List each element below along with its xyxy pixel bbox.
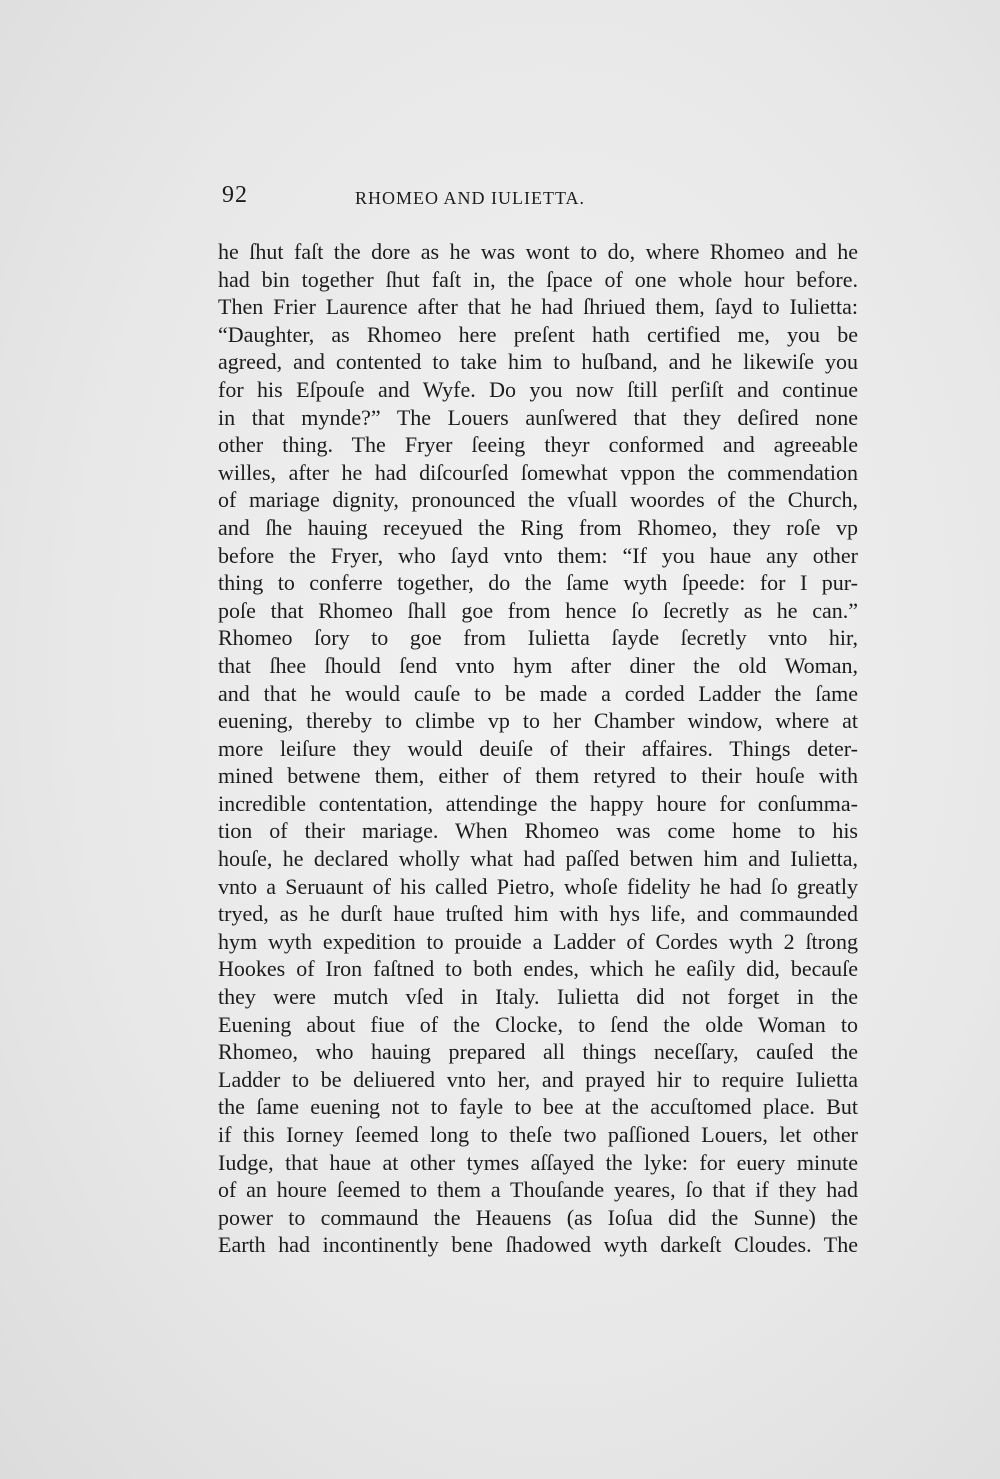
- text-line: vnto a Seruaunt of his called Pietro, whoſe fidelity he had ſo greatly: [218, 873, 858, 899]
- text-line: agreed, and contented to take him to huſband, and he likewiſe you: [218, 349, 858, 375]
- text-line: that ſhee ſhould ſend vnto hym after diner the old Woman,: [218, 652, 858, 678]
- text-line: had bin together ſhut faſt in, the ſpace of one whole hour before.: [218, 266, 858, 292]
- text-line: of an houre ſeemed to them a Thouſande yeares, ſo that if they had: [218, 1177, 858, 1203]
- text-line: euening, thereby to climbe vp to her Chamber window, where at: [218, 708, 858, 734]
- text-line: poſe that Rhomeo ſhall goe from hence ſo ſecretly as he can.”: [218, 597, 858, 623]
- body-text: [218, 238, 858, 1259]
- text-line: thing to conferre together, do the ſame wyth ſpeede: for I pur-: [218, 570, 858, 596]
- text-line: mined betwene them, either of them retyred to their houſe with: [218, 763, 858, 789]
- text-line: hym wyth expedition to prouide a Ladder of Cordes wyth 2 ſtrong: [218, 928, 858, 954]
- text-line: for his Eſpouſe and Wyfe. Do you now ſtill perſiſt and continue: [218, 376, 858, 402]
- text-line: Iudge, that haue at other tymes aſſayed the lyke: for euery minute: [218, 1149, 858, 1175]
- text-line: Rhomeo ſory to goe from Iulietta ſayde ſecretly vnto hir,: [218, 625, 858, 651]
- text-line: Euening about fiue of the Clocke, to ſend the olde Woman to: [218, 1011, 858, 1037]
- text-line: of mariage dignity, pronounced the vſuall woordes of the Church,: [218, 487, 858, 513]
- text-line: Hookes of Iron faſtned to both endes, which he eaſily did, becauſe: [218, 956, 858, 982]
- text-line: more leiſure they would deuiſe of their affaires. Things deter-: [218, 735, 858, 761]
- text-line: “Daughter, as Rhomeo here preſent hath certified me, you be: [218, 321, 858, 347]
- text-line: power to commaund the Heauens (as Ioſua did the Sunne) the: [218, 1204, 858, 1230]
- text-line: Ladder to be deliuered vnto her, and prayed hir to require Iulietta: [218, 1066, 858, 1092]
- running-title: RHOMEO AND IULIETTA.: [354, 188, 586, 208]
- text-line: willes, after he had diſcourſed ſomewhat vppon the commendation: [218, 459, 858, 485]
- text-line: in that mynde?” The Louers aunſwered that they deſired none: [218, 404, 858, 430]
- text-line: and ſhe hauing receyued the Ring from Rhomeo, they roſe vp: [218, 514, 858, 540]
- page-header: [222, 182, 668, 222]
- text-line: he ſhut faſt the dore as he was wont to do, where Rhomeo and he: [218, 239, 858, 264]
- text-line: the ſame euening not to fayle to bee at the accuſtomed place. But: [218, 1094, 858, 1120]
- text-line: Then Frier Laurence after that he had ſhriued them, ſayd to Iulietta:: [218, 294, 858, 320]
- text-line: they were mutch vſed in Italy. Iulietta did not forget in the: [218, 984, 858, 1010]
- text-line: houſe, he declared wholly what had paſſed betwen him and Iulietta,: [218, 846, 858, 872]
- text-line: before the Fryer, who ſayd vnto them: “If you haue any other: [218, 542, 858, 568]
- text-line: other thing. The Fryer ſeeing theyr conformed and agreeable: [218, 432, 858, 458]
- text-line: if this Iorney ſeemed long to theſe two paſſioned Louers, let other: [218, 1122, 858, 1147]
- text-line: incredible contentation, attendinge the happy houre for conſumma-: [218, 790, 858, 816]
- text-line: Rhomeo, who hauing prepared all things neceſſary, cauſed the: [218, 1039, 858, 1065]
- text-line: and that he would cauſe to be made a corded Ladder the ſame: [218, 680, 858, 706]
- text-line: tion of their mariage. When Rhomeo was come home to his: [218, 818, 858, 844]
- text-line: Earth had incontinently bene ſhadowed wyth darkeſt Cloudes. The: [218, 1232, 858, 1258]
- page-number: 92: [222, 182, 248, 208]
- text-line: tryed, as he durſt haue truſted him with hys life, and commaunded: [218, 901, 858, 927]
